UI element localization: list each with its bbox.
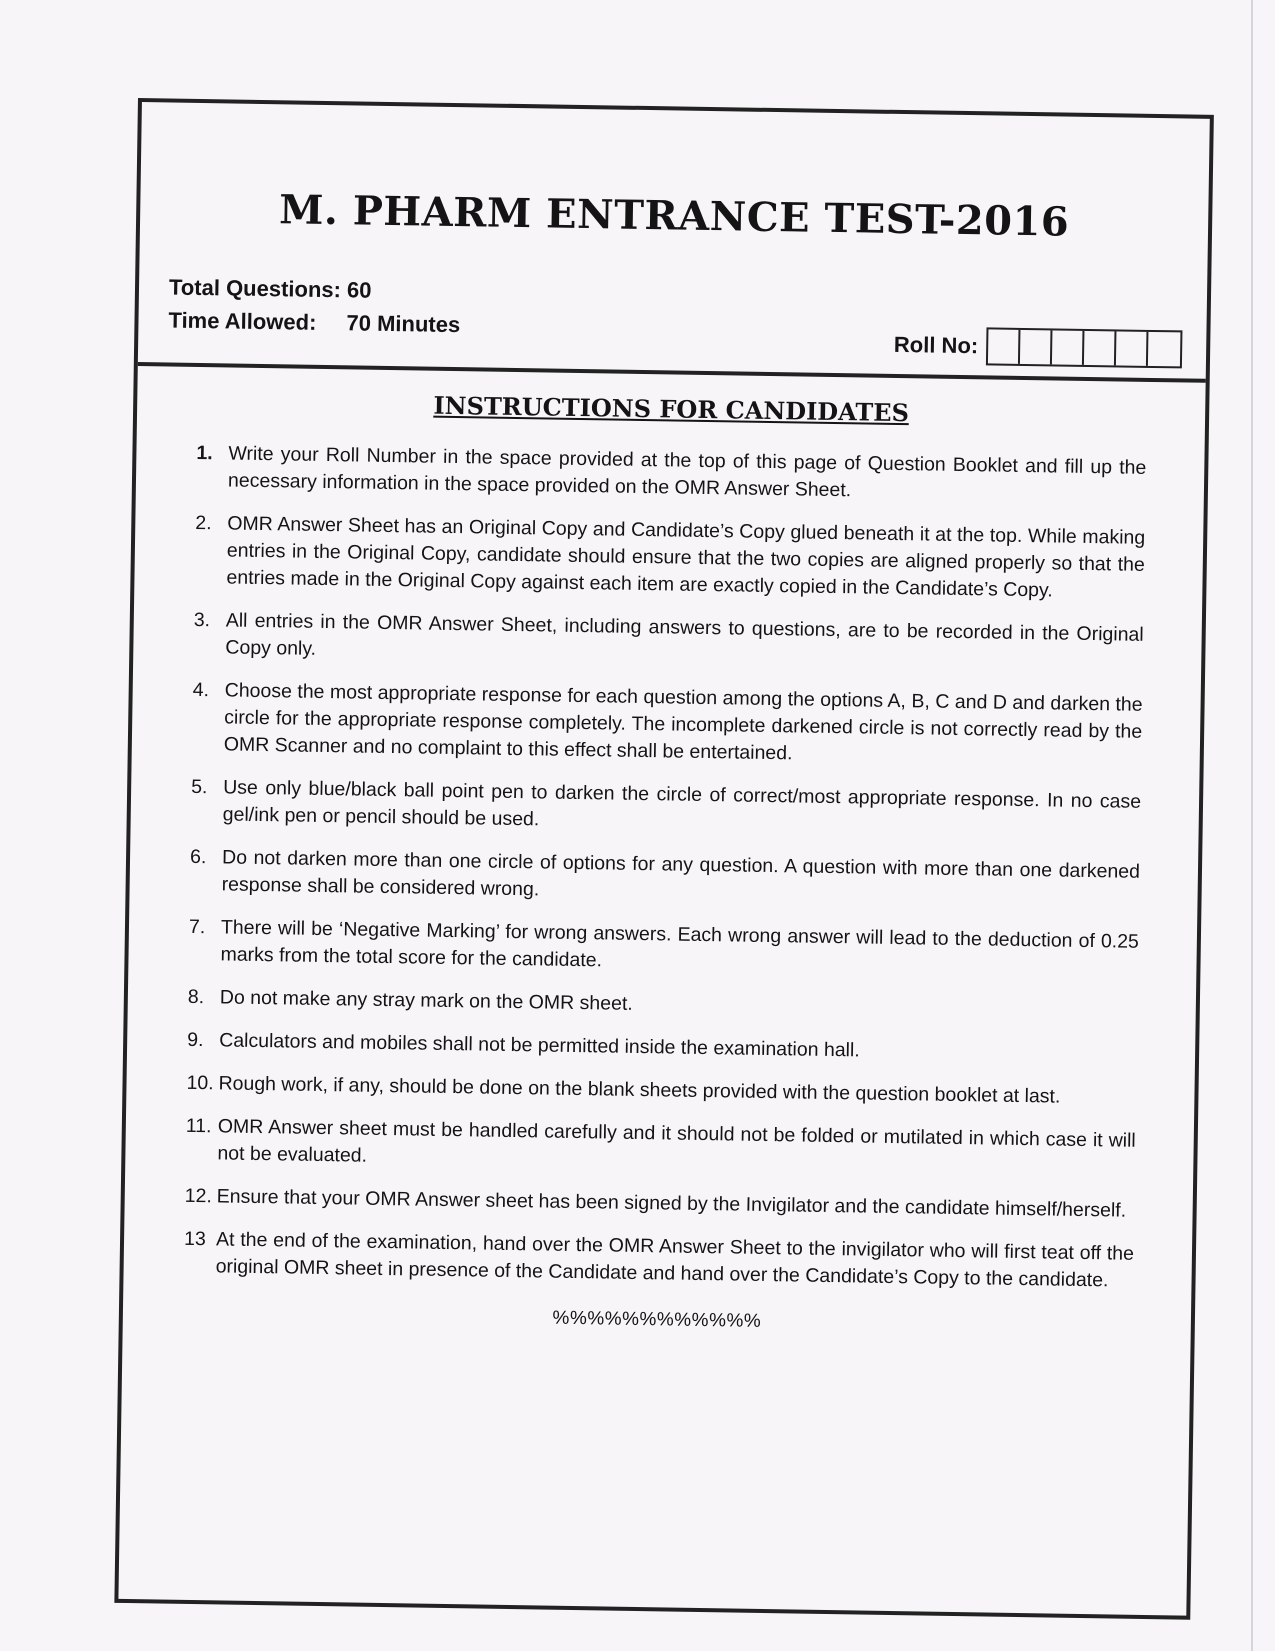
exam-meta bbox=[168, 271, 461, 342]
instruction-text: Choose the most appropriate response for each question among the options A, B, C and D and darken the circle for the appropriate response completely. The incomplete darkened circle is not correctly read by the OMR Scanner and no complaint to this effect shall be entertained. bbox=[223, 679, 1143, 765]
time-allowed-label: Time Allowed: bbox=[168, 307, 317, 335]
instruction-item bbox=[194, 510, 1145, 606]
instruction-number: 1. bbox=[196, 441, 213, 465]
roll-number-box bbox=[988, 329, 1021, 363]
instruction-text: Do not darken more than one circle of options for any question. A question with more than one darkened response shall be considered wrong. bbox=[221, 846, 1141, 901]
instruction-item bbox=[185, 1113, 1136, 1182]
instruction-text: At the end of the examination, hand over the OMR Answer Sheet to the invigilator who will first teat off the original OMR sheet in presence of the Candidate and hand over the Candidate’s Copy to the candidate. bbox=[215, 1228, 1135, 1292]
instruction-text: Rough work, if any, should be done on the blank sheets provided with the question booklet at last. bbox=[218, 1072, 1061, 1108]
instruction-number: 4. bbox=[192, 678, 210, 702]
page-edge bbox=[1251, 0, 1253, 1651]
instruction-text: OMR Answer sheet must be handled carefully and it should not be folded or mutilated in which case it will not be evaluated. bbox=[217, 1115, 1136, 1167]
roll-number-field bbox=[894, 326, 1183, 369]
instruction-item bbox=[192, 677, 1143, 773]
total-questions: Total Questions: 60 bbox=[168, 274, 372, 303]
instruction-item bbox=[183, 1226, 1134, 1295]
roll-number-box bbox=[1116, 331, 1149, 365]
instruction-item bbox=[188, 914, 1139, 983]
end-mark: %%%%%%%%%%%% bbox=[552, 1307, 762, 1332]
instruction-item bbox=[187, 1027, 1137, 1069]
instruction-number: 5. bbox=[191, 775, 208, 799]
instruction-number: 3. bbox=[193, 608, 211, 632]
instruction-number: 6. bbox=[189, 845, 207, 869]
instruction-number: 10. bbox=[186, 1071, 214, 1095]
exam-cover-sheet bbox=[114, 98, 1214, 1620]
instruction-number: 9. bbox=[187, 1028, 204, 1052]
instruction-text: Do not make any stray mark on the OMR sheet. bbox=[219, 986, 633, 1015]
instruction-number: 8. bbox=[187, 985, 205, 1009]
instruction-item bbox=[189, 844, 1140, 913]
instructions-section bbox=[123, 366, 1206, 1340]
roll-number-box bbox=[1020, 330, 1053, 364]
instruction-text: Ensure that your OMR Answer sheet has been signed by the Invigilator and the candidate himself/herself. bbox=[216, 1185, 1127, 1222]
instruction-item bbox=[196, 440, 1147, 509]
time-allowed-value: 70 Minutes bbox=[346, 310, 461, 338]
instruction-text: Write your Roll Number in the space provided at the top of this page of Question Booklet and fill up the necessary information in the space provided on the OMR Answer Sheet. bbox=[227, 442, 1147, 502]
instruction-item bbox=[193, 607, 1144, 676]
sheet-header bbox=[138, 102, 1210, 383]
instruction-text: OMR Answer Sheet has an Original Copy and Candidate’s Copy glued beneath it at the top. While making entries in the Original Copy, candidate should ensure that the two copies are aligned properly so that the entries made in the Original Copy against each item are exactly copied in the Candidate’s Copy. bbox=[226, 512, 1146, 602]
instruction-number: 11. bbox=[185, 1114, 212, 1138]
instruction-text: There will be ‘Negative Marking’ for wrong answers. Each wrong answer will lead to the deduction of 0.25 marks from the total score for the candidate. bbox=[220, 916, 1140, 972]
instruction-number: 13 bbox=[183, 1227, 206, 1251]
instruction-item bbox=[186, 1070, 1136, 1112]
instruction-text: Use only blue/black ball point pen to darken the circle of correct/most appropriate response. In no case gel/ink pen or pencil should be used. bbox=[222, 776, 1142, 831]
roll-number-box bbox=[1052, 330, 1085, 364]
instruction-number: 2. bbox=[195, 511, 212, 535]
instruction-text: All entries in the OMR Answer Sheet, including answers to questions, are to be recorded in the Original Copy only. bbox=[225, 609, 1144, 660]
instructions-heading: INSTRUCTIONS FOR CANDIDATES bbox=[433, 390, 910, 428]
instruction-item bbox=[185, 1183, 1135, 1225]
exam-title: M. PHARM ENTRANCE TEST-2016 bbox=[278, 186, 1070, 246]
instruction-number: 12. bbox=[184, 1184, 213, 1208]
instruction-number: 7. bbox=[188, 915, 206, 939]
roll-number-box bbox=[1084, 331, 1117, 365]
instruction-item bbox=[191, 774, 1142, 843]
instruction-item bbox=[188, 984, 1138, 1026]
instruction-text: Calculators and mobiles shall not be permitted inside the examination hall. bbox=[219, 1029, 860, 1062]
roll-number-boxes bbox=[986, 327, 1183, 368]
roll-number-box bbox=[1148, 332, 1181, 366]
instructions-list bbox=[123, 439, 1204, 1296]
roll-no-label: Roll No: bbox=[893, 331, 979, 359]
